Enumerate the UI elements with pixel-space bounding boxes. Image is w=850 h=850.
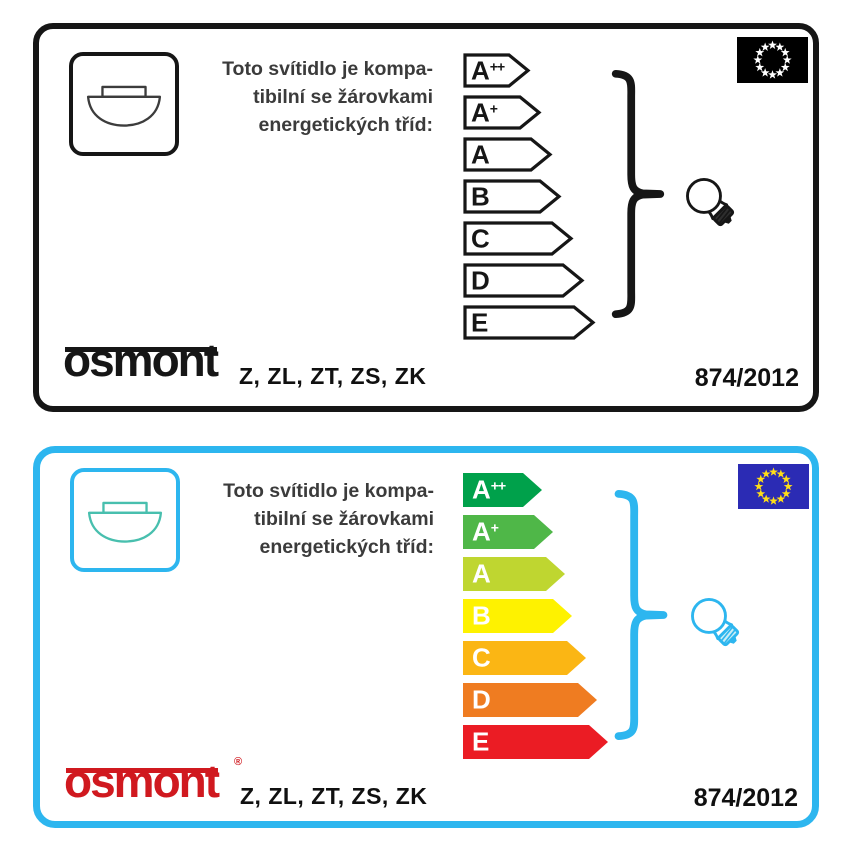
compatibility-text: [188, 477, 434, 561]
eu-flag-icon: [738, 464, 809, 509]
energy-class-arrow-D: [463, 263, 585, 298]
compatibility-text-line: energetických tříd:: [258, 114, 433, 136]
energy-class-letter: C: [471, 222, 490, 253]
curly-brace: [607, 68, 669, 320]
energy-class-arrow-A++: [463, 473, 542, 507]
luminaire-pictogram-box: [70, 468, 180, 572]
energy-class-arrow-B: [463, 179, 562, 214]
energy-class-arrow-B: [463, 599, 572, 633]
light-bulb-icon: [684, 591, 750, 657]
light-bulb-icon: [679, 171, 745, 237]
energy-class-arrow-A+: [463, 515, 553, 549]
ceiling-luminaire-icon: [79, 485, 171, 555]
energy-class-arrow-E: [463, 725, 608, 759]
energy-class-letter: A: [471, 138, 490, 169]
ceiling-luminaire-icon: [78, 69, 170, 139]
energy-class-scale: [463, 53, 596, 347]
energy-class-letter: B: [471, 180, 490, 211]
curly-brace: [610, 488, 672, 742]
energy-class-arrow-A: [463, 557, 565, 591]
energy-label-card-monochrome: [33, 23, 819, 412]
compatibility-text-line: Toto svítidlo je kompa-: [222, 58, 433, 80]
compatibility-text-line: tibilní se žárovkami: [253, 86, 433, 108]
energy-class-arrow-C: [463, 221, 574, 256]
energy-class-letter: A: [472, 558, 491, 589]
registered-trademark: ®: [234, 756, 243, 768]
energy-class-arrow-A++: [463, 53, 531, 88]
logo-wordmark: osmont: [63, 334, 218, 386]
compatibility-text: [187, 55, 433, 139]
energy-class-letter: D: [472, 684, 491, 715]
compatibility-text-line: energetických tříd:: [259, 536, 434, 558]
energy-class-letter: E: [471, 306, 489, 337]
luminaire-pictogram-box: [69, 52, 179, 156]
energy-class-letter: C: [472, 642, 491, 673]
energy-class-letter: A++: [472, 474, 506, 505]
energy-class-letter: B: [472, 600, 491, 631]
energy-class-arrow-A+: [463, 95, 542, 130]
regulation-number: 874/2012: [693, 784, 798, 812]
energy-class-letter: A+: [471, 96, 497, 127]
energy-label-card-color: [33, 446, 819, 828]
energy-class-letter: A++: [471, 54, 505, 85]
compatibility-text-line: Toto svítidlo je kompa-: [223, 480, 434, 502]
eu-flag-icon: [737, 37, 808, 83]
regulation-number: 874/2012: [694, 364, 799, 392]
logo-wordmark: osmont: [64, 755, 219, 807]
energy-class-letter: A+: [472, 516, 498, 547]
compatibility-text-line: tibilní se žárovkami: [254, 508, 434, 530]
energy-class-arrow-D: [463, 683, 597, 717]
energy-class-arrow-E: [463, 305, 596, 340]
energy-class-arrow-C: [463, 641, 586, 675]
energy-class-scale: [463, 473, 608, 767]
energy-class-arrow-A: [463, 137, 553, 172]
energy-class-letter: D: [471, 264, 490, 295]
energy-class-letter: E: [472, 726, 490, 757]
model-codes: Z, ZL, ZT, ZS, ZK: [239, 363, 427, 389]
model-codes: Z, ZL, ZT, ZS, ZK: [240, 783, 428, 809]
